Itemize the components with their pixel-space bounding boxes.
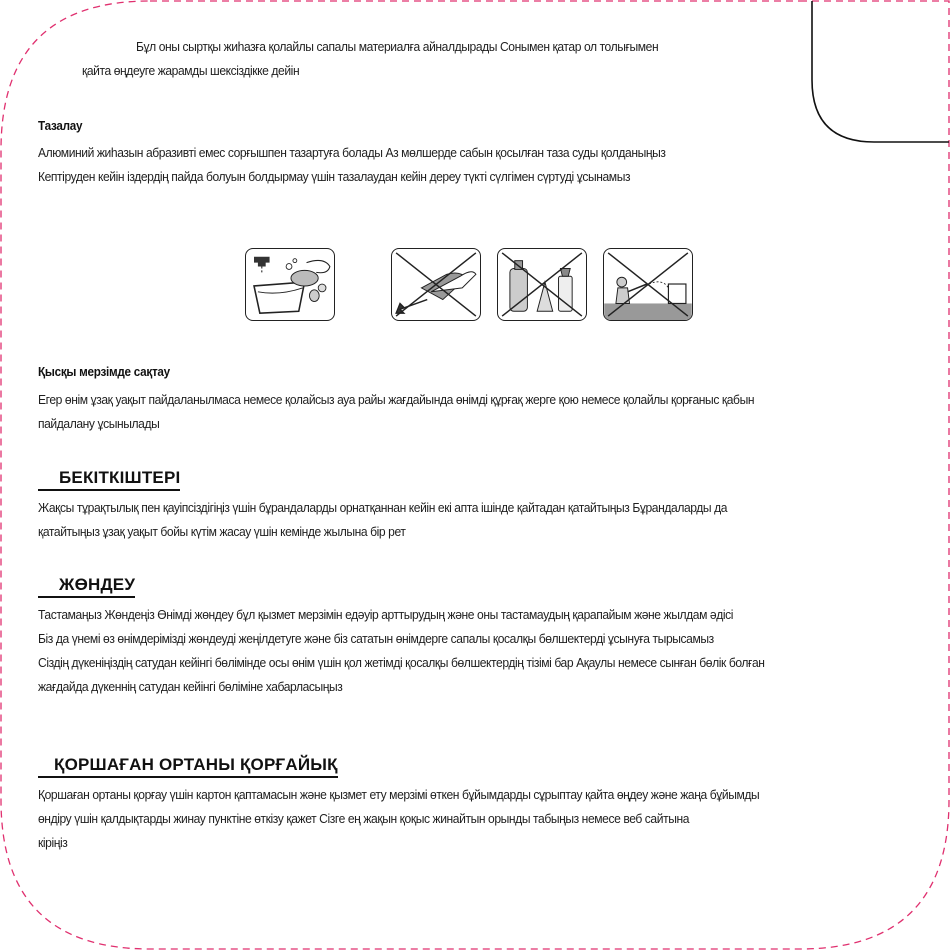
- corner-notch-line: [812, 1, 949, 142]
- wash-with-soapy-water-icon: [245, 248, 335, 321]
- environment-text-line-3: кіріңіз: [38, 835, 68, 850]
- storage-text-line-1: Егер өнім ұзақ уақыт пайдаланылмаса немесе қолайсыз ауа райы жағдайында өнімді құрғақ жерге қою немесе қолайлы қорғаныс қабын: [38, 392, 755, 407]
- no-pressure-washer-icon: [603, 248, 693, 321]
- repair-text-line-1: Тастамаңыз Жөндеңіз Өнімді жөндеу бұл қызмет мерзімін едәуір арттырудың және оны тастамаудың қарапайым және жылдам әдісі: [38, 607, 734, 622]
- repair-text-line-2: Біз да үнемі өз өнімдерімізді жөндеуді жеңілдетуге және біз сататын өнімдерге сапалы қосалқы бөлшектерді ұсынуға тырысамыз: [38, 631, 714, 646]
- fasteners-text-line-2: қатайтыңыз ұзақ уақыт бойы күтім жасау үшін кемінде жылына бір рет: [38, 524, 406, 539]
- fasteners-text-line-1: Жақсы тұрақтылық пен қауіпсіздігіңіз үшін бұрандаларды орнатқаннан кейін екі апта ішінде қайтадан қатайтыңыз Бұрандаларды да: [38, 500, 728, 515]
- cleaning-text-line-2: Кептіруден кейін іздердің пайда болуын болдырмау үшін тазалаудан кейін дереу түкті сүлгімен сүртуді ұсынамыз: [38, 169, 631, 184]
- environment-heading: ҚОРШАҒАН ОРТАНЫ ҚОРҒАЙЫҚ: [38, 755, 338, 778]
- storage-heading: Қысқы мерзімде сақтау: [38, 364, 170, 379]
- fasteners-heading: БЕКІТКІШТЕРІ: [38, 468, 180, 491]
- repair-heading: ЖӨНДЕУ: [38, 575, 135, 598]
- no-chemical-cleaners-icon: [497, 248, 587, 321]
- environment-text-line-1: Қоршаған ортаны қорғау үшін картон қаптамасын және қызмет ету мерзімі өткен бұйымдарды сұрыптау қайта өңдеу және жаңа бұйымды: [38, 787, 760, 802]
- storage-text-line-2: пайдалану ұсынылады: [38, 416, 160, 431]
- repair-text-line-4: жағдайда дүкеннің сатудан кейінгі бөліміне хабарласыңыз: [38, 679, 343, 694]
- no-abrasive-sponge-icon: [391, 248, 481, 321]
- cleaning-text-line-1: Алюминий жиһазын абразивті емес сорғышпен тазартуға болады Аз мөлшерде сабын қосылған таза суды қолданыңыз: [38, 145, 666, 160]
- repair-text-line-3: Сіздің дүкеніңіздің сатудан кейінгі бөлімінде осы өнім үшін қол жетімді қосалқы бөлшектердің тізімі бар Ақаулы немесе сынған бөлік болған: [38, 655, 765, 670]
- intro-text-line-2: қайта өңдеуге жарамды шексіздікке дейін: [82, 63, 300, 78]
- cleaning-heading: Тазалау: [38, 118, 83, 133]
- environment-text-line-2: өндіру үшін қалдықтарды жинау пунктіне өткізу қажет Сізге ең жақын қоқыс жинайтын орынды табыңыз немесе веб сайтына: [38, 811, 690, 826]
- intro-text-line-1: Бұл оны сыртқы жиһазға қолайлы сапалы материалға айналдырады Сонымен қатар ол толығымен: [136, 39, 659, 54]
